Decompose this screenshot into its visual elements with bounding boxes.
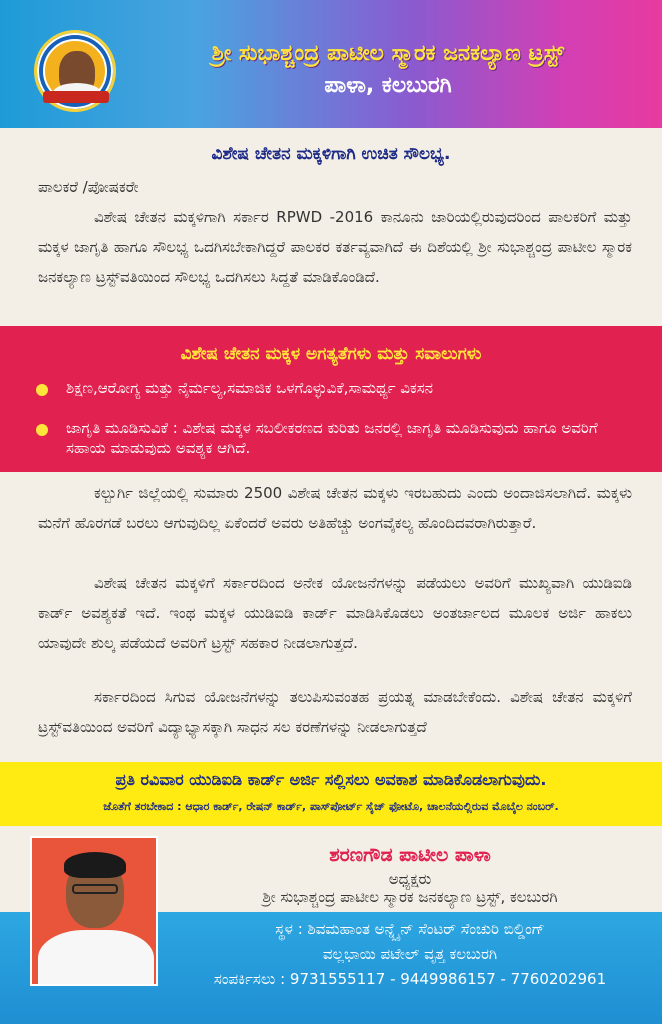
body-paragraph-text: ಕಲ್ಬುರ್ಗಿ ಜಿಲ್ಲೆಯಲ್ಲಿ ಸುಮಾರು 2500 ವಿಶೇಷ ಚೇತನ ಮಕ್ಕಳು ಇರಬಹುದು ಎಂದು ಅಂದಾಜಿಸಲಾಗಿದೆ. ಮಕ್ಕಳು ಮನೆಗೆ ಹೊರಗಡೆ ಬರಲು ಆಗುವುದಿಲ್ಲ ಏಕೆಂದರೆ ಅವರು ಅತಿಹೆಚ್ಚು ಅಂಗವೈಕಲ್ಯ ಹೊಂದಿದವರಾಗಿರುತ್ತಾರೆ.: [38, 484, 632, 532]
body-paragraph-text: ಸರ್ಕಾರದಿಂದ ಸಿಗುವ ಯೋಜನೆಗಳನ್ನು ತಲುಪಿಸುವಂತಹ ಪ್ರಯತ್ನ ಮಾಡಬೇಕೆಂದು. ವಿಶೇಷ ಚೇತನ ಮಕ್ಕಳಿಗೆ ಟ್ರಸ್ಟ್‌ವತಿಯಿಂದ ಅವರಿಗೆ ವಿದ್ಯಾಭ್ಯಾಸಕ್ಕಾಗಿ ಸಾಧನ ಸಲ ಕರಣೆಗಳನ್ನು ನೀಡಲಾಗುತ್ತದೆ: [38, 688, 632, 736]
body-paragraph: [38, 478, 632, 538]
president-role: ಅಧ್ಯಕ್ಷರು: [388, 870, 432, 888]
body-paragraph: [38, 568, 632, 658]
venue-line-1: ಸ್ಥಳ : ಶಿವಮಹಾಂತ ಅನ್ನ್ಲೈನ್ ಸೆಂಟರ್ ಸೆಂಚುರಿ ಬಿಲ್ಡಿಂಗ್: [275, 920, 545, 938]
body-paragraph-text: ವಿಶೇಷ ಚೇತನ ಮಕ್ಕಳಿಗೆ ಸರ್ಕಾರದಿಂದ ಅನೇಕ ಯೋಜನೆಗಳನ್ನು ಪಡೆಯಲು ಅವರಿಗೆ ಮುಖ್ಯವಾಗಿ ಯುಡಿಐಡಿ ಕಾರ್ಡ್ ಅವಶ್ಯಕತೆ ಇದೆ. ಇಂಥ ಮಕ್ಕಳ ಯುಡಿಐಡಿ ಕಾರ್ಡ್ ಮಾಡಿಸಿಕೊಡಲು ಅಂತರ್ಜಾಲದ ಮೂಲಕ ಅರ್ಜಿ ಹಾಕಲು ಯಾವುದೇ ಶುಲ್ಕ ಪಡೆಯದೆ ಅವರಿಗೆ ಟ್ರಸ್ಟ್ ಸಹಕಾರ ನೀಡಲಾಗುತ್ತದೆ.: [38, 574, 632, 652]
president-name: ಶರಣಗೌಡ ಪಾಟೀಲ ಪಾಳಾ: [329, 844, 491, 866]
header-banner: [0, 0, 662, 128]
contact-numbers: ಸಂಪರ್ಕಿಸಲು : 9731555117 - 9449986157 - 7760202961: [213, 970, 607, 988]
sunday-notice: ಪ್ರತಿ ರವಿವಾರ ಯುಡಿಐಡಿ ಕಾರ್ಡ್ ಅರ್ಜಿ ಸಲ್ಲಿಸಲು ಅವಕಾಶ ಮಾಡಿಕೊಡಲಾಗುವುದು.: [115, 770, 547, 789]
photo-shirt: [38, 930, 154, 986]
president-photo: [30, 836, 158, 986]
venue-line-2: ವಲ್ಲಭಾಯಿ ಪಟೇಲ್ ವೃತ್ತ ಕಲಬುರಗಿ: [322, 945, 498, 963]
intro-paragraph-text: ವಿಶೇಷ ಚೇತನ ಮಕ್ಕಳಿಗಾಗಿ ಸರ್ಕಾರ RPWD -2016 ಕಾನೂನು ಜಾರಿಯಲ್ಲಿರುವುದರಿಂದ ಪಾಲಕರಿಗೆ ಮತ್ತು ಮಕ್ಕಳ ಜಾಗೃತಿ ಹಾಗೂ ಸೌಲಭ್ಯ ಒದಗಿಸಬೇಕಾಗಿದ್ದರೆ ಪಾಲಕರ ಕರ್ತವ್ಯವಾಗಿದೆ ಈ ದಿಶೆಯಲ್ಲಿ ಶ್ರೀ ಸುಭಾಶ್ಚಂದ್ರ ಪಾಟೀಲ ಸ್ಮಾರಕ ಜನಕಲ್ಯಾಣ ಟ್ರಸ್ಟ್‌ವತಿಯಿಂದ ಸೌಲಭ್ಯ ಒದಗಿಸಲು ಸಿದ್ದತೆ ಮಾಡಿಕೊಂಡಿದೆ.: [38, 208, 632, 286]
challenge-item: ಜಾಗೃತಿ ಮೂಡಿಸುವಿಕೆ : ವಿಶೇಷ ಮಕ್ಕಳ ಸಬಲೀಕರಣದ ಕುರಿತು ಜನರಲ್ಲಿ ಜಾಗೃತಿ ಮೂಡಿಸುವುದು ಹಾಗೂ ಅವರಿಗೆ ಸಹಾಯ ಮಾಡುವುದು ಅವಶ್ಯಕ ಆಗಿದೆ.: [66, 419, 598, 457]
bullet-dot: [36, 424, 48, 436]
salutation: ಪಾಲಕರೆ /ಪೋಷಕರೇ: [38, 178, 139, 196]
body-paragraph: [38, 682, 632, 742]
challenge-item: ಶಿಕ್ಷಣ,ಆರೋಗ್ಯ ಮತ್ತು ನೈರ್ಮಲ್ಯ,ಸಮಾಜಿಕ ಒಳಗೊಳ್ಳುವಿಕೆ,ಸಾಮರ್ಥ್ಯ ವಿಕಸನ: [66, 379, 433, 397]
logo-ribbon: [43, 91, 109, 103]
photo-glasses: [72, 884, 118, 894]
trust-full-name: ಶ್ರೀ ಸುಭಾಶ್ಚಂದ್ರ ಪಾಟೀಲ ಸ್ಮಾರಕ ಜನಕಲ್ಯಾಣ ಟ್ರಸ್ಟ್, ಕಲಬುರಗಿ: [262, 888, 558, 906]
intro-paragraph: [38, 202, 632, 292]
photo-hair: [64, 852, 126, 878]
bullet-dot: [36, 384, 48, 396]
required-documents: ಜೊತೆಗೆ ತರಬೇಕಾದ : ಆಧಾರ ಕಾರ್ಡ್, ರೇಷನ್ ಕಾರ್ಡ್, ಪಾಸ್‌ಪೋರ್ಟ್ ಸೈಜ್ ಫೋಟೊ, ಚಾಲನೆಯಲ್ಲಿರುವ ಮೊಬೈಲ ನಂಬರ್.: [103, 800, 559, 813]
free-facility-heading: ವಿಶೇಷ ಚೇತನ ಮಕ್ಕಳಿಗಾಗಿ ಉಚಿತ ಸೌಲಭ್ಯ.: [211, 144, 451, 164]
challenges-heading: ವಿಶೇಷ ಚೇತನ ಮಕ್ಕಳ ಅಗತ್ಯತೆಗಳು ಮತ್ತು ಸವಾಲುಗಳು: [180, 344, 482, 364]
trust-logo: [34, 30, 116, 112]
trust-location-subtitle: ಪಾಳಾ, ಕಲಬುರಗಿ: [324, 73, 452, 98]
trust-name-title: ಶ್ರೀ ಸುಭಾಶ್ಚಂದ್ರ ಪಾಟೀಲ ಸ್ಮಾರಕ ಜನಕಲ್ಯಾಣ ಟ್ರಸ್ಟ್: [211, 41, 565, 66]
